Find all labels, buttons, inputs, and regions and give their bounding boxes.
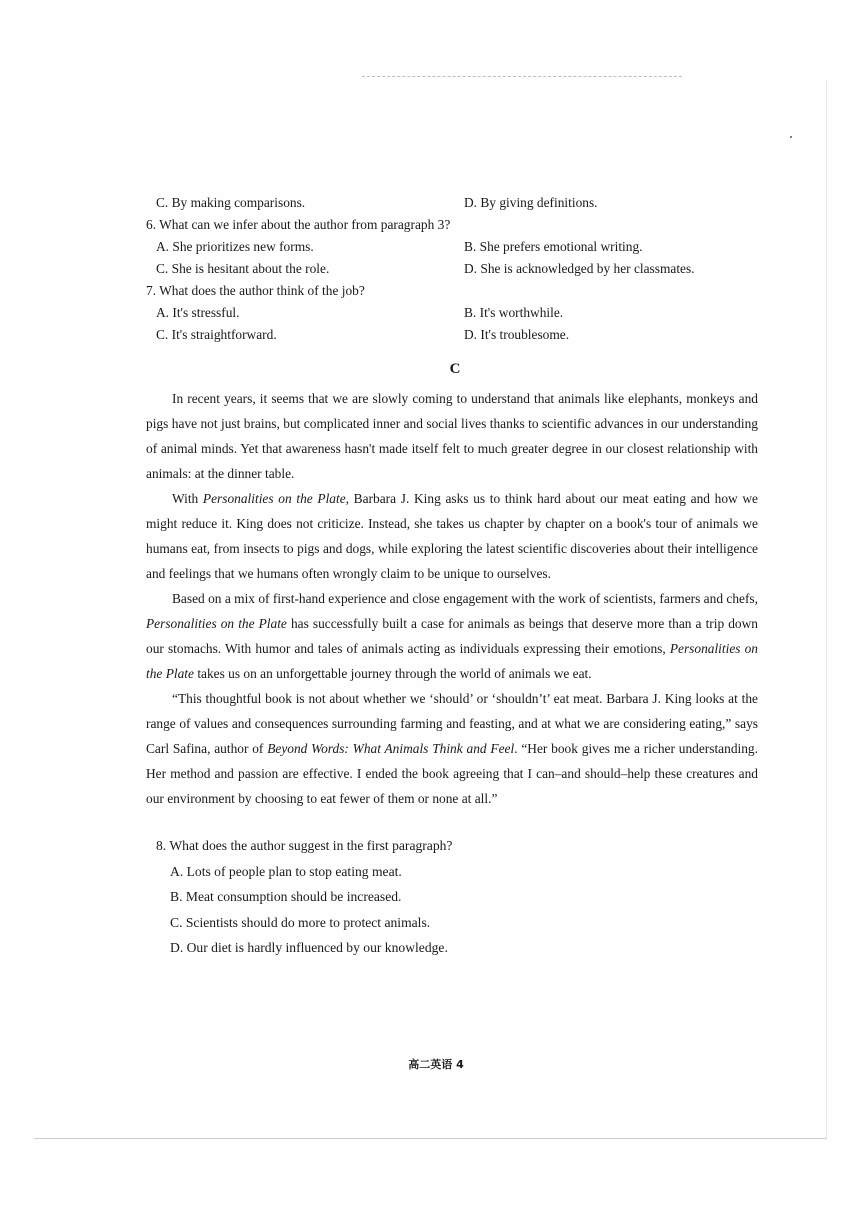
option-row <box>146 324 758 346</box>
option-5d: D. By giving definitions. <box>464 195 598 210</box>
option-row <box>146 192 758 214</box>
option-row <box>146 302 758 324</box>
text-run: has successfully built a case for animals as beings that deserve more than a trip down our stomachs. With humor and tales of animals acting as individuals expressing their emotions, <box>146 616 758 656</box>
option-7a: A. It's stressful. <box>156 305 240 320</box>
book-title: Personalities on the Plate <box>202 491 346 506</box>
option-7d: D. It's troublesome. <box>464 327 570 342</box>
text-run: “This thoughtful book is not about whether we ‘should’ or ‘shouldn’t’ eat meat. Barbara J. King looks at the range of values and consequences surrounding farming and feasting, and at what we are considering eating,” says Carl Safina, author of <box>146 691 758 756</box>
text-run: takes us on an unforgettable journey through the world of animals we eat. <box>193 666 592 681</box>
option-row <box>146 258 758 280</box>
option-7c: C. It's straightforward. <box>156 327 277 342</box>
question-6-stem: 6. What can we infer about the author from paragraph 3? <box>146 217 451 232</box>
section-title: C <box>449 361 461 377</box>
page-edge-bottom <box>34 1138 826 1139</box>
question-8 <box>146 833 758 961</box>
page-footer: 高二英语 4 <box>408 1058 464 1071</box>
passage-paragraph-1: In recent years, it seems that we are slowly coming to understand that animals like elephants, monkeys and pigs have not just brains, but complicated inner and social lives thanks to scientific advances in our understanding of animal minds. Yet that awareness hasn't made itself felt to much greater degree in our closest relationship with animals: at the dinner table. <box>146 391 758 481</box>
text-run: Based on a mix of first-hand experience and close engagement with the work of scientists, farmers and chefs, <box>172 591 758 606</box>
passage-paragraph-2 <box>146 486 758 586</box>
option-6a: A. She prioritizes new forms. <box>156 239 314 254</box>
page-edge-right <box>826 80 827 1140</box>
book-title: Personalities on the Plate <box>146 616 287 631</box>
option-5c: C. By making comparisons. <box>156 195 306 210</box>
option-8b: B. Meat consumption should be increased. <box>170 889 402 904</box>
option-8d: D. Our diet is hardly influenced by our knowledge. <box>170 940 448 955</box>
option-row <box>146 236 758 258</box>
book-title: Beyond Words: What Animals Think and Feel <box>267 741 515 756</box>
passage-paragraph-4 <box>146 686 758 811</box>
text-run: With <box>172 491 203 506</box>
option-6b: B. She prefers emotional writing. <box>464 239 643 254</box>
option-8a: A. Lots of people plan to stop eating meat. <box>170 863 402 879</box>
option-8c: C. Scientists should do more to protect animals. <box>170 914 431 930</box>
option-7b: B. It's worthwhile. <box>464 305 564 320</box>
question-7-stem: 7. What does the author think of the job? <box>146 283 365 298</box>
question-8-stem: 8. What does the author suggest in the first paragraph? <box>156 838 453 853</box>
text-run: . “Her book gives me a richer understanding. Her method and passion are effective. I ended the book agreeing that I can–and should–help these creatures and our environment by choosing to eat fewer of them or none at all.” <box>146 741 758 806</box>
text-run: , Barbara J. King asks us to think hard about our meat eating and how we might reduce it. King does not criticize. Instead, she takes us chapter by chapter on a book's tour of animals we humans eat, from insects to pigs and dogs, while exploring the latest scientific discoveries about their intelligence and feelings that we humans often wrongly claim to be unique to ourselves. <box>146 491 758 581</box>
scan-speck <box>790 136 792 138</box>
option-6c: C. She is hesitant about the role. <box>156 261 330 276</box>
passage-paragraph-3 <box>146 586 758 686</box>
option-6d: D. She is acknowledged by her classmates. <box>464 261 695 276</box>
book-title: Personalities on the Plate <box>146 641 758 681</box>
scan-artifact-line <box>362 76 682 77</box>
page-content <box>146 192 758 961</box>
